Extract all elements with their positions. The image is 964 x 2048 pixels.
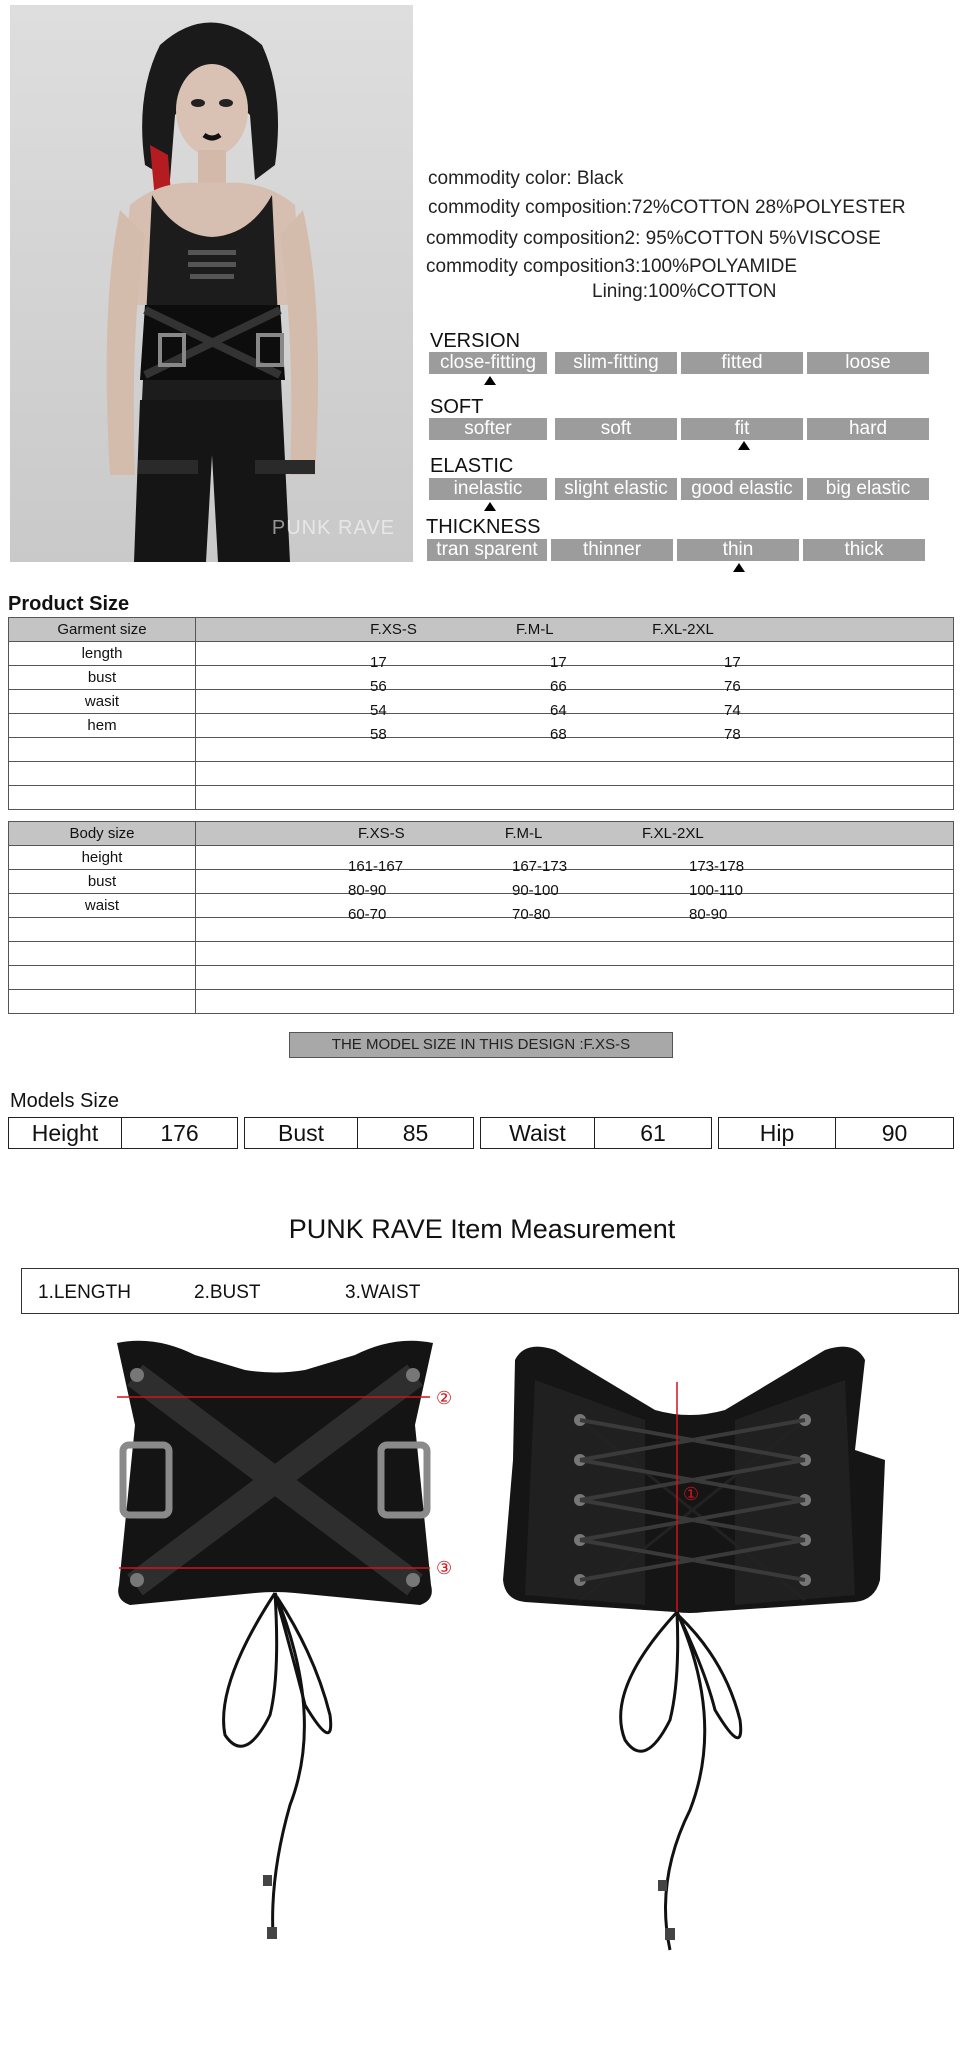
spec-composition3: commodity composition3:100%POLYAMIDE <box>426 256 798 277</box>
model-hip-value: 90 <box>836 1118 954 1149</box>
attr-thickness-title: THICKNESS <box>426 516 541 538</box>
model-illustration <box>10 5 413 562</box>
header-cell: F.M-L <box>504 825 542 842</box>
table-row: length 17 17 17 <box>9 642 954 666</box>
marker-bust: ② <box>436 1388 453 1408</box>
spec-lining: Lining:100%COTTON <box>592 281 777 302</box>
model-height-label: Height <box>9 1118 122 1149</box>
opt-loose: loose <box>807 352 929 374</box>
table-header-row <box>9 822 954 846</box>
models-size-row <box>8 1117 954 1148</box>
table-row-empty <box>9 942 954 966</box>
opt-slim-fitting: slim-fitting <box>555 352 677 374</box>
header-cell: Garment size <box>9 618 196 642</box>
measurement-waist: 3.WAIST <box>345 1282 421 1303</box>
table-row: bust 56 66 76 <box>9 666 954 690</box>
table-row-empty <box>9 762 954 786</box>
header-cell: Body size <box>9 822 196 846</box>
header-cell: F.M-L <box>516 621 553 638</box>
table-header-row <box>9 618 954 642</box>
measurement-legend <box>21 1268 959 1314</box>
model-height-value: 176 <box>122 1118 238 1149</box>
product-size-title: Product Size <box>8 593 130 615</box>
thickness-selected-marker <box>733 563 745 572</box>
attr-soft-title: SOFT <box>430 396 484 418</box>
belt-front-illustration <box>95 1335 455 1975</box>
table-row-empty <box>9 738 954 762</box>
version-selected-marker <box>484 376 496 385</box>
belt-back-illustration <box>495 1340 885 1980</box>
table-row: wasit 54 64 74 <box>9 690 954 714</box>
product-size-table <box>8 617 954 810</box>
opt-big-elastic: big elastic <box>807 478 929 500</box>
model-waist-value: 61 <box>595 1118 712 1149</box>
model-waist-label: Waist <box>481 1118 595 1149</box>
header-cell: F.XS-S <box>370 621 417 638</box>
measurement-length: 1.LENGTH <box>38 1282 131 1303</box>
marker-length: ① <box>683 1484 700 1504</box>
table-row-empty <box>9 990 954 1014</box>
attr-elastic-title: ELASTIC <box>430 455 514 477</box>
models-size-title: Models Size <box>10 1090 119 1112</box>
opt-fitted: fitted <box>681 352 803 374</box>
spec-composition2: commodity composition2: 95%COTTON 5%VISCOSE <box>426 228 881 249</box>
table-row-empty <box>9 966 954 990</box>
measurement-bust: 2.BUST <box>194 1282 261 1303</box>
table-row-empty <box>9 786 954 810</box>
body-size-table <box>8 821 954 1014</box>
opt-transparent: tran sparent <box>427 539 547 561</box>
table-row: waist 60-70 70-80 80-90 <box>9 894 954 918</box>
opt-thinner: thinner <box>551 539 673 561</box>
table-row: height 161-167 167-173 173-178 <box>9 846 954 870</box>
measurement-title: PUNK RAVE Item Measurement <box>288 1214 676 1244</box>
model-size-note: THE MODEL SIZE IN THIS DESIGN :F.XS-S <box>289 1032 673 1058</box>
opt-inelastic: inelastic <box>429 478 547 500</box>
opt-hard: hard <box>807 418 929 440</box>
table-row: hem 58 68 78 <box>9 714 954 738</box>
model-bust-value: 85 <box>358 1118 474 1149</box>
table-row-empty <box>9 918 954 942</box>
table-row: bust 80-90 90-100 100-110 <box>9 870 954 894</box>
marker-waist: ③ <box>436 1558 453 1578</box>
opt-soft: soft <box>555 418 677 440</box>
spec-color: commodity color: Black <box>428 168 624 189</box>
header-cell: F.XL-2XL <box>652 621 714 638</box>
header-cell: F.XS-S <box>358 825 405 842</box>
soft-selected-marker <box>738 441 750 450</box>
product-photo <box>10 5 413 562</box>
brand-watermark: PUNK RAVE <box>271 517 395 539</box>
opt-thick: thick <box>803 539 925 561</box>
elastic-selected-marker <box>484 502 496 511</box>
header-cell: F.XL-2XL <box>641 825 704 842</box>
opt-good-elastic: good elastic <box>681 478 803 500</box>
opt-softer: softer <box>429 418 547 440</box>
attr-version-title: VERSION <box>430 330 521 352</box>
spec-composition: commodity composition:72%COTTON 28%POLYESTER <box>428 197 906 218</box>
opt-fit: fit <box>681 418 803 440</box>
opt-slight-elastic: slight elastic <box>555 478 677 500</box>
model-hip-label: Hip <box>719 1118 836 1149</box>
opt-thin: thin <box>677 539 799 561</box>
model-bust-label: Bust <box>245 1118 358 1149</box>
opt-close-fitting: close-fitting <box>429 352 547 374</box>
